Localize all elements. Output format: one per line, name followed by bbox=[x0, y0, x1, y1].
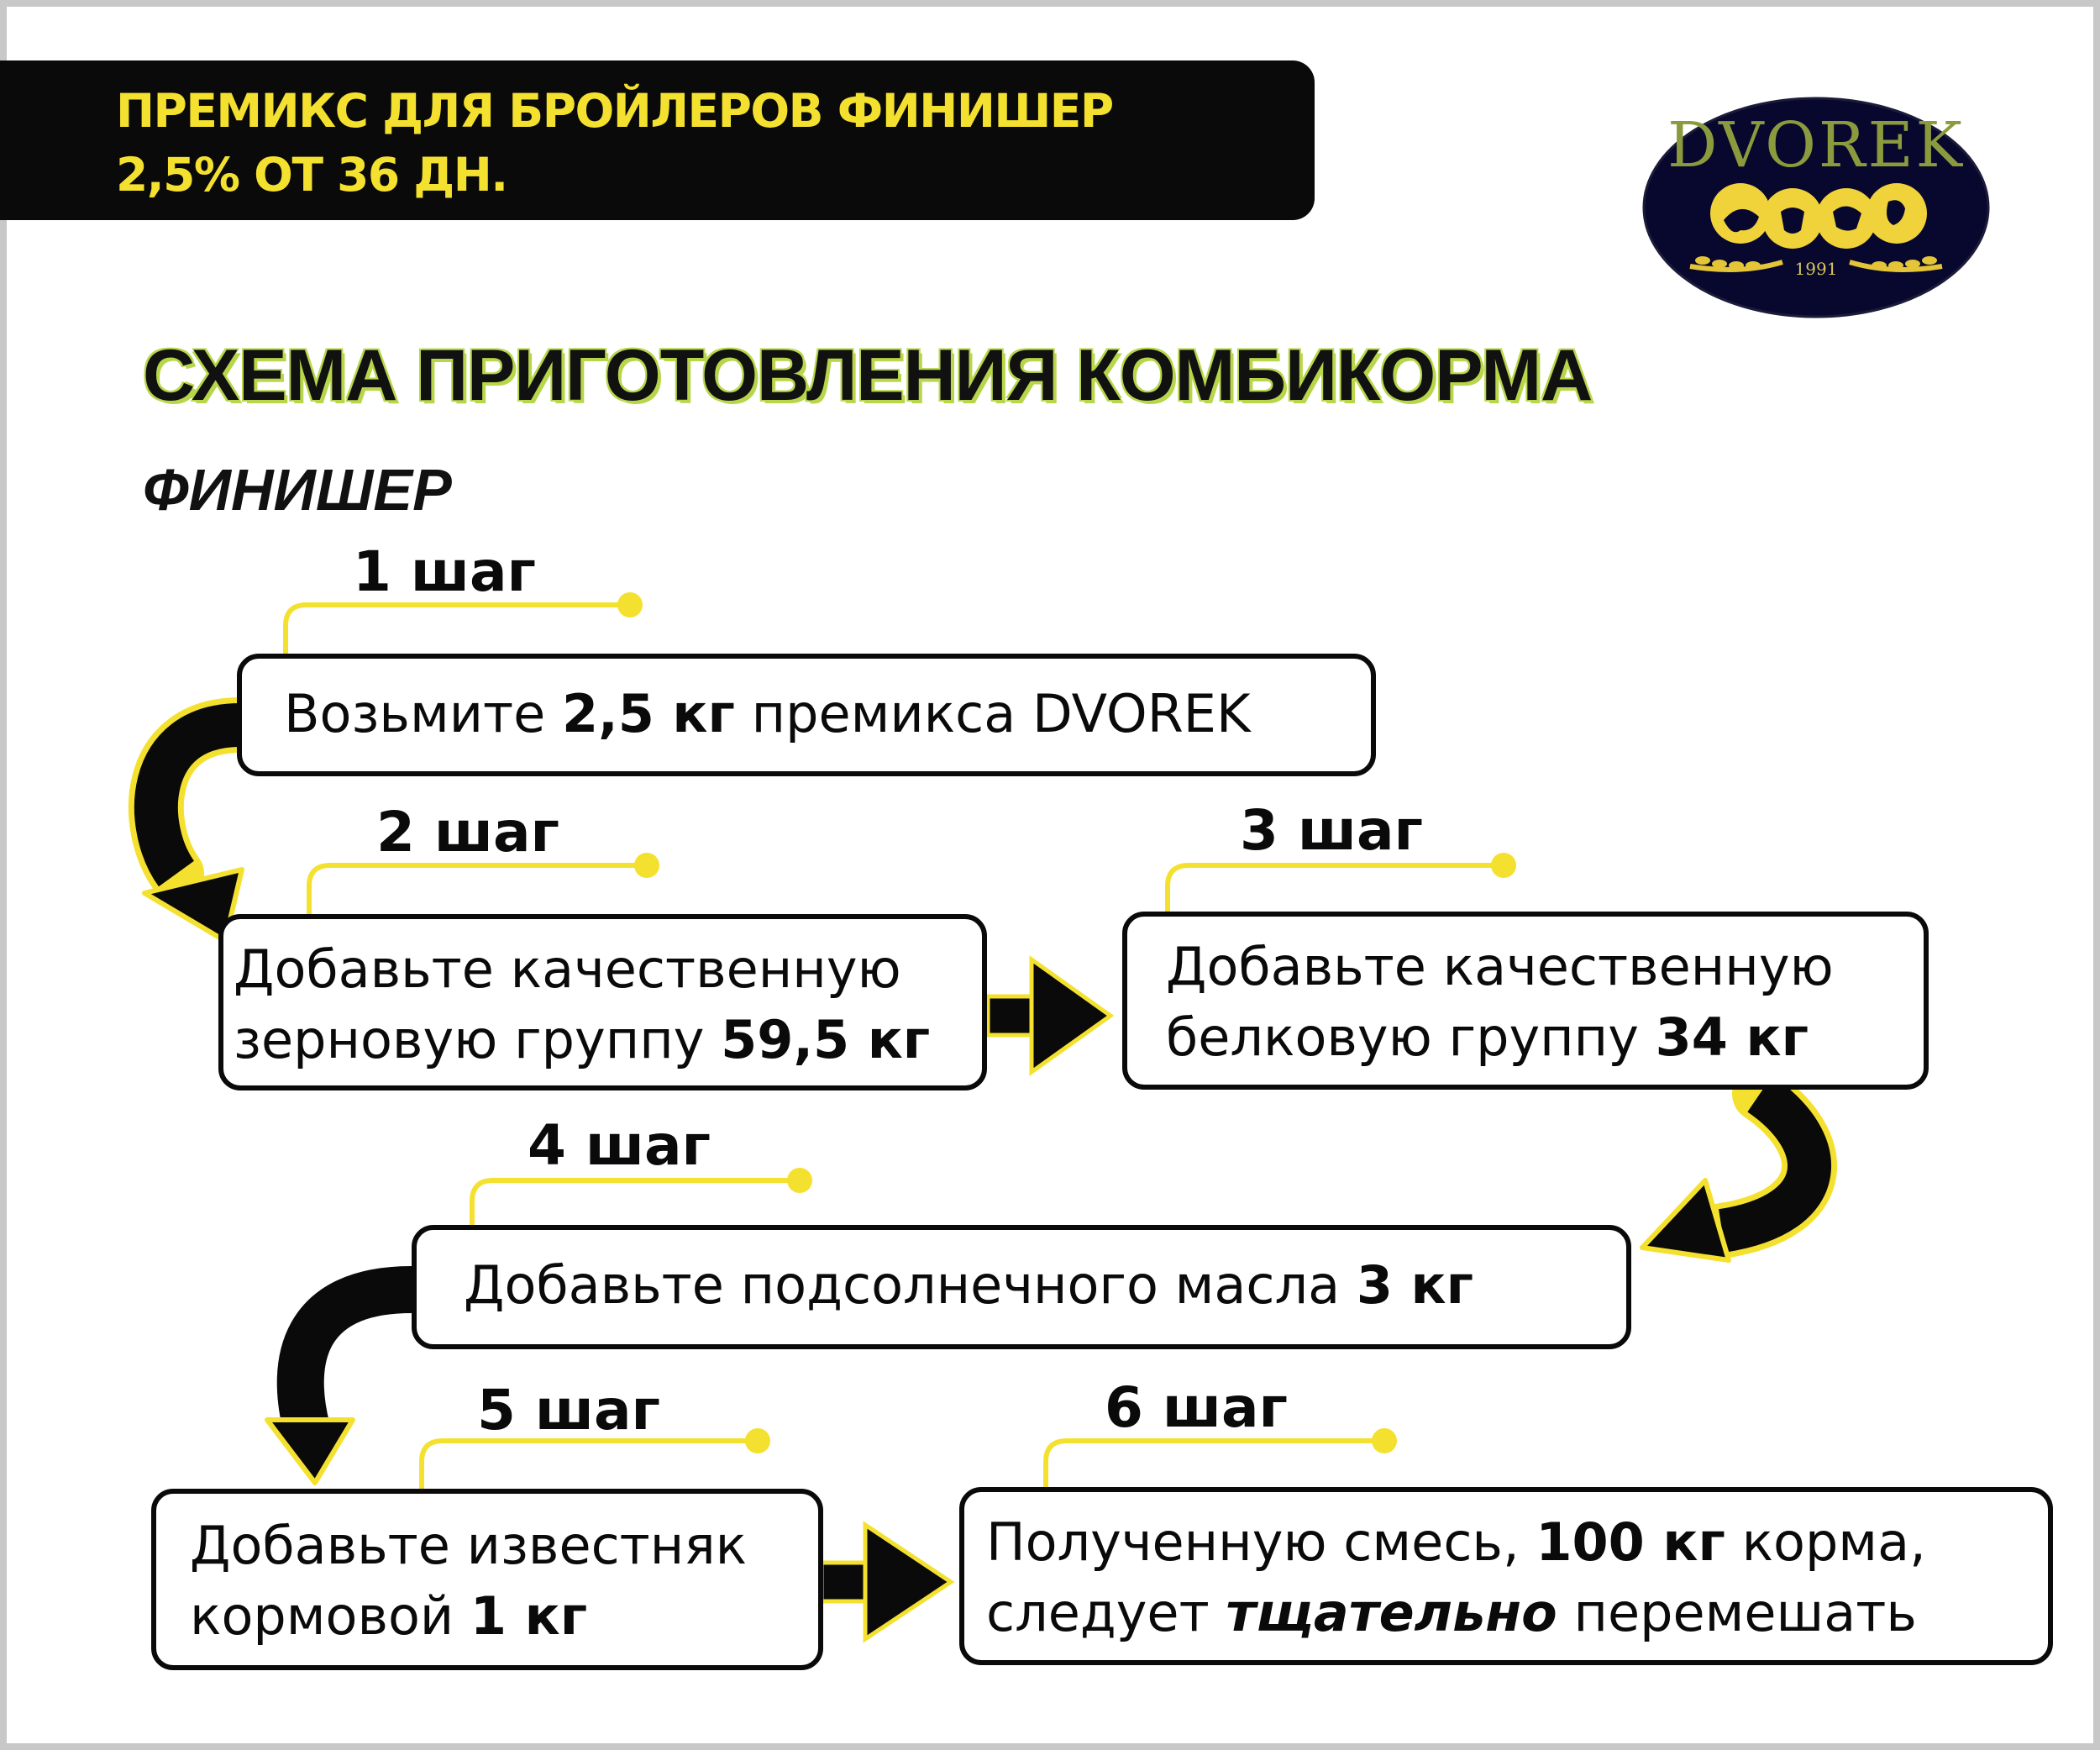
page-title: СХЕМА ПРИГОТОВЛЕНИЯ КОМБИКОРМА bbox=[143, 335, 1593, 416]
step-2-label: 2 шаг bbox=[376, 800, 560, 864]
step-6-text-line1: Полученную смесь, 100 кг корма, bbox=[986, 1511, 1926, 1573]
arrow-step1-to-step2 bbox=[144, 725, 242, 941]
step-2-box bbox=[218, 914, 987, 1090]
logo-year: 1991 bbox=[1794, 259, 1838, 279]
page-subtitle: ФИНИШЕР bbox=[143, 457, 452, 523]
step-6-label: 6 шаг bbox=[1105, 1375, 1289, 1440]
header-title-line2: 2,5% ОТ 36 ДН. bbox=[116, 148, 507, 202]
step-5-box bbox=[151, 1489, 823, 1670]
step-6-text-line2: следует тщательно перемешать bbox=[986, 1582, 1917, 1643]
step-3-text-line1: Добавьте качественную bbox=[1166, 936, 1834, 997]
step-6-box bbox=[959, 1487, 2053, 1665]
step-3-text-line2: белковую группу 34 кг bbox=[1166, 1006, 1809, 1068]
logo-brand-text: DVOREK bbox=[1667, 109, 1965, 181]
step-1-label: 1 шаг bbox=[353, 539, 537, 604]
step-5-label: 5 шаг bbox=[477, 1378, 661, 1443]
step-2-text-line1: Добавьте качественную bbox=[234, 938, 901, 1000]
arrow-step5-to-step6 bbox=[822, 1525, 951, 1639]
step-1-text: Возьмите 2,5 кг премикса DVOREK bbox=[284, 683, 1251, 744]
step-1-box bbox=[237, 654, 1376, 776]
step-2-text-line2: зерновую группу 59,5 кг bbox=[234, 1009, 931, 1070]
arrow-step3-to-step4 bbox=[1642, 1094, 1809, 1260]
step-3-box bbox=[1122, 912, 1929, 1090]
step-3-label: 3 шаг bbox=[1240, 798, 1424, 863]
step-4-text: Добавьте подсолнечного масла 3 кг bbox=[464, 1254, 1474, 1316]
arrow-step4-to-step5 bbox=[267, 1290, 412, 1483]
header-title-line1: ПРЕМИКС ДЛЯ БРОЙЛЕРОВ ФИНИШЕР bbox=[116, 84, 1113, 138]
step-5-text-line2: кормовой 1 кг bbox=[190, 1585, 588, 1647]
step-4-box bbox=[412, 1225, 1631, 1349]
arrow-step2-to-step3 bbox=[988, 959, 1110, 1072]
step-4-label: 4 шаг bbox=[528, 1113, 711, 1178]
step-5-text-line1: Добавьте известняк bbox=[190, 1515, 748, 1576]
